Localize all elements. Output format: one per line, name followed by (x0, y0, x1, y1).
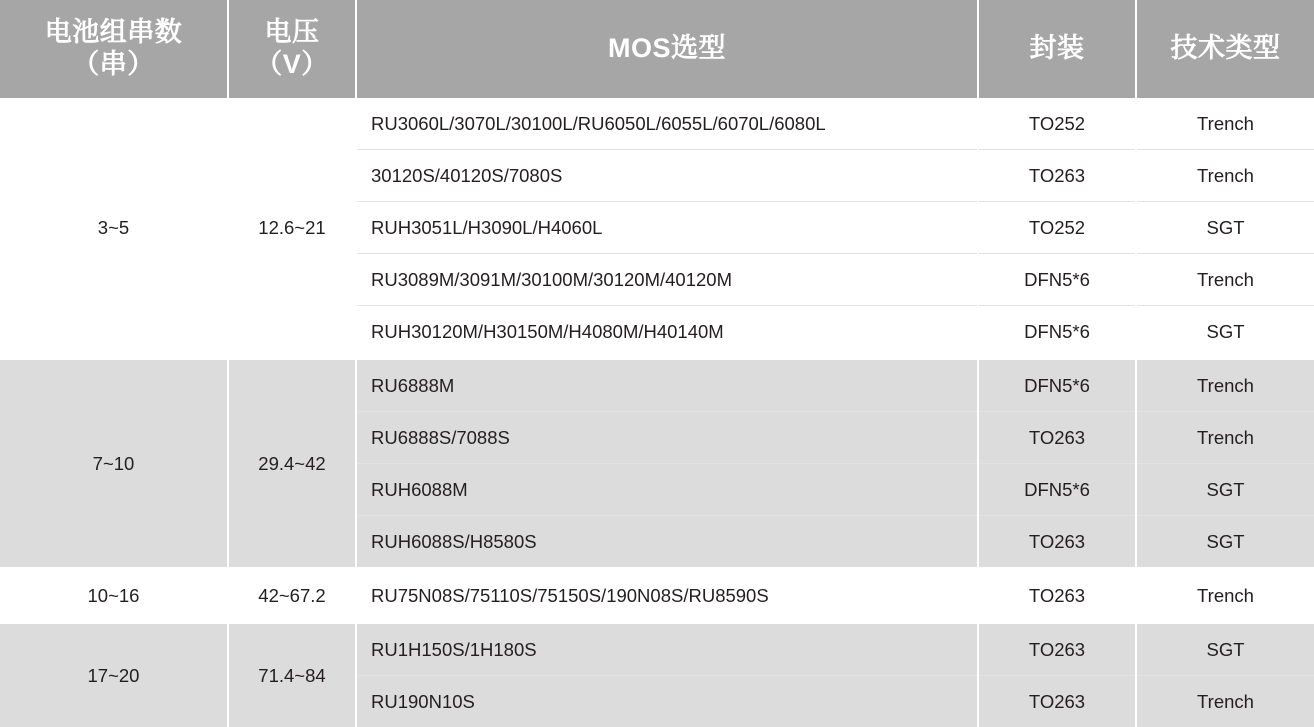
header-series-line2: （串） (6, 49, 221, 81)
cell-mos-model: RUH3051L/H3090L/H4060L (356, 202, 978, 254)
cell-package: TO263 (978, 150, 1136, 202)
cell-package: TO263 (978, 676, 1136, 727)
cell-technology: Trench (1136, 254, 1314, 306)
header-tech-line1: 技术类型 (1143, 33, 1308, 65)
cell-mos-model: RU1H150S/1H180S (356, 623, 978, 676)
header-cell-tech (1136, 0, 1314, 98)
header-voltage-line1: 电压 (235, 17, 349, 49)
header-row (0, 0, 1314, 98)
header-series-line1: 电池组串数 (6, 17, 221, 49)
cell-technology: Trench (1136, 412, 1314, 464)
cell-technology: SGT (1136, 464, 1314, 516)
cell-mos-model: RU3089M/3091M/30100M/30120M/40120M (356, 254, 978, 306)
cell-package: DFN5*6 (978, 464, 1136, 516)
cell-package: TO252 (978, 202, 1136, 254)
cell-series: 17~20 (0, 623, 228, 727)
cell-package: TO263 (978, 412, 1136, 464)
cell-voltage: 71.4~84 (228, 623, 356, 727)
cell-voltage: 42~67.2 (228, 569, 356, 623)
cell-voltage: 12.6~21 (228, 98, 356, 359)
cell-mos-model: RU6888S/7088S (356, 412, 978, 464)
cell-technology: Trench (1136, 150, 1314, 202)
cell-technology: SGT (1136, 306, 1314, 359)
table-body (0, 98, 1314, 727)
cell-series: 7~10 (0, 359, 228, 569)
cell-technology: SGT (1136, 516, 1314, 569)
cell-mos-model: RUH6088S/H8580S (356, 516, 978, 569)
cell-series: 3~5 (0, 98, 228, 359)
cell-package: DFN5*6 (978, 254, 1136, 306)
table-row (0, 623, 1314, 676)
header-package-line1: 封装 (985, 33, 1129, 65)
cell-technology: SGT (1136, 623, 1314, 676)
cell-mos-model: RU190N10S (356, 676, 978, 727)
header-voltage-line2: （V） (235, 49, 349, 81)
cell-mos-model: RUH30120M/H30150M/H4080M/H40140M (356, 306, 978, 359)
cell-package: TO263 (978, 569, 1136, 623)
cell-technology: Trench (1136, 569, 1314, 623)
header-cell-mos (356, 0, 978, 98)
cell-series: 10~16 (0, 569, 228, 623)
cell-technology: Trench (1136, 359, 1314, 412)
cell-package: TO263 (978, 516, 1136, 569)
cell-mos-model: RUH6088M (356, 464, 978, 516)
cell-technology: Trench (1136, 676, 1314, 727)
header-cell-voltage (228, 0, 356, 98)
header-cell-series (0, 0, 228, 98)
cell-mos-model: RU6888M (356, 359, 978, 412)
cell-package: TO263 (978, 623, 1136, 676)
cell-mos-model: RU75N08S/75110S/75150S/190N08S/RU8590S (356, 569, 978, 623)
cell-technology: SGT (1136, 202, 1314, 254)
cell-voltage: 29.4~42 (228, 359, 356, 569)
table-row (0, 359, 1314, 412)
cell-technology: Trench (1136, 98, 1314, 150)
header-mos-line1: MOS选型 (363, 33, 971, 65)
table-header (0, 0, 1314, 98)
cell-package: DFN5*6 (978, 359, 1136, 412)
cell-mos-model: RU3060L/3070L/30100L/RU6050L/6055L/6070L/6080L (356, 98, 978, 150)
table-row (0, 569, 1314, 623)
header-cell-package (978, 0, 1136, 98)
cell-mos-model: 30120S/40120S/7080S (356, 150, 978, 202)
cell-package: TO252 (978, 98, 1136, 150)
table-row (0, 98, 1314, 150)
cell-package: DFN5*6 (978, 306, 1136, 359)
